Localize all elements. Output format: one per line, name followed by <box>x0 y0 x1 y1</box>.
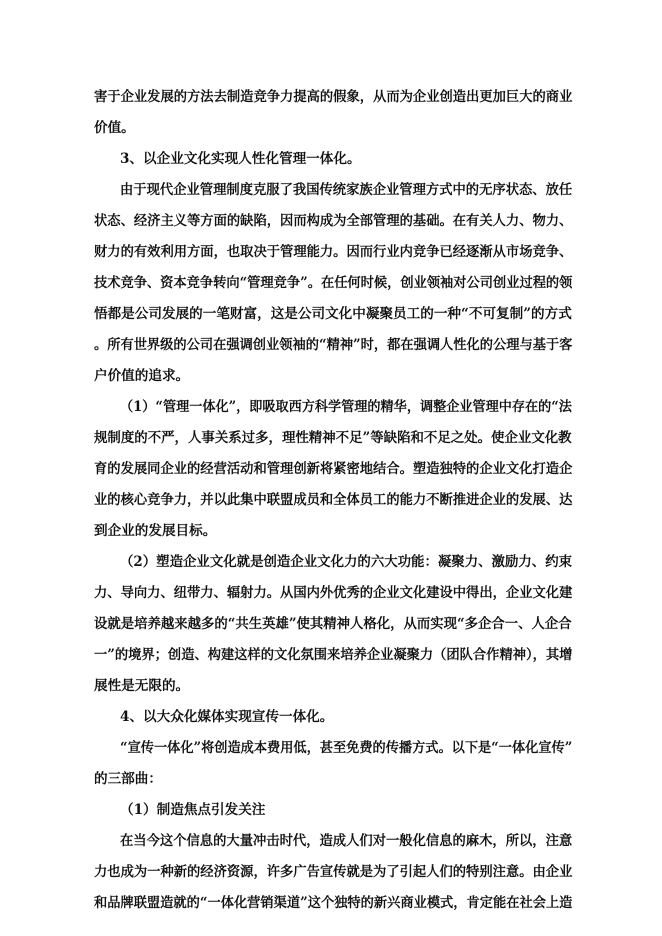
text-line: 育的发展同企业的经营活动和管理创新将紧密地结合。塑造独特的企业文化打造企 <box>94 461 573 477</box>
text-line: 技术竞争、资本竞争转向“管理竞争”。在任何时候，创业领袖对公司创业过程的领 <box>94 275 573 291</box>
text-line: 。所有世界级的公司在强调创业领袖的“精神”时，都在强调人性化的公理与基于客 <box>94 337 573 353</box>
text-line: （2）塑造企业文化就是创造企业文化力的六大功能：凝聚力、激励力、约束 <box>120 554 573 570</box>
text-line: 害于企业发展的方法去制造竞争力提高的假象，从而为企业创造出更加巨大的商业 <box>94 89 573 105</box>
section-heading: 3、以企业文化实现人性化管理一体化。 <box>120 151 361 167</box>
text-line: 规制度的不严，人事关系过多，理性精神不足”等缺陷和不足之处。使企业文化教 <box>94 430 572 446</box>
text-line: 力也成为一种新的经济资源，许多广告宣传就是为了引起人们的特别注意。由企业 <box>94 864 573 880</box>
text-line: 由于现代企业管理制度克服了我国传统家族企业管理方式中的无序状态、放任 <box>120 182 573 198</box>
text-line: 的三部曲： <box>94 771 162 787</box>
text-line: 业的核心竞争力，并以此集中联盟成员和全体员工的能力不断推进企业的发展、达 <box>94 492 573 508</box>
text-line: “宣传一体化”将创造成本费用低，甚至免费的传播方式。以下是“一体化宣传” <box>120 740 573 756</box>
text-line: 展性是无限的。 <box>94 678 190 694</box>
text-line: （1）“管理一体化”，即吸取西方科学管理的精华，调整企业管理中存在的“法 <box>120 399 572 415</box>
text-line: 户价值的追求。 <box>94 368 190 384</box>
text-line: 在当今这个信息的大量冲击时代，造成人们对一般化信息的麻木，所以，注意 <box>120 833 573 849</box>
text-line: 到企业的发展目标。 <box>94 523 217 539</box>
text-line: 价值。 <box>94 120 135 136</box>
text-line: 悟都是公司发展的一笔财富，这是公司文化中凝聚员工的一种“不可复制”的方式 <box>94 306 572 322</box>
text-line: 财力的有效利用方面，也取决于管理能力。因而行业内竞争已经逐渐从市场竞争、 <box>94 244 573 260</box>
text-line: 设就是培养越来越多的“共生英雄”使其精神人格化，从而实现“多企合一、人企合 <box>94 616 572 632</box>
text-line: 一”的境界；创造、构建这样的文化氛围来培养企业凝聚力（团队合作精神），其增 <box>94 647 573 663</box>
subsection-heading: （1）制造焦点引发关注 <box>120 802 266 818</box>
section-heading: 4、以大众化媒体实现宣传一体化。 <box>120 709 334 725</box>
text-line: 状态、经济主义等方面的缺陷，因而构成为全部管理的基础。在有关人力、物力、 <box>94 213 573 229</box>
text-line: 力、导向力、纽带力、辐射力。从国内外优秀的企业文化建设中得出，企业文化建 <box>94 585 573 601</box>
text-line: 和品牌联盟造就的“一体化营销渠道”这个独特的新兴商业模式，肯定能在社会上造 <box>94 895 573 911</box>
